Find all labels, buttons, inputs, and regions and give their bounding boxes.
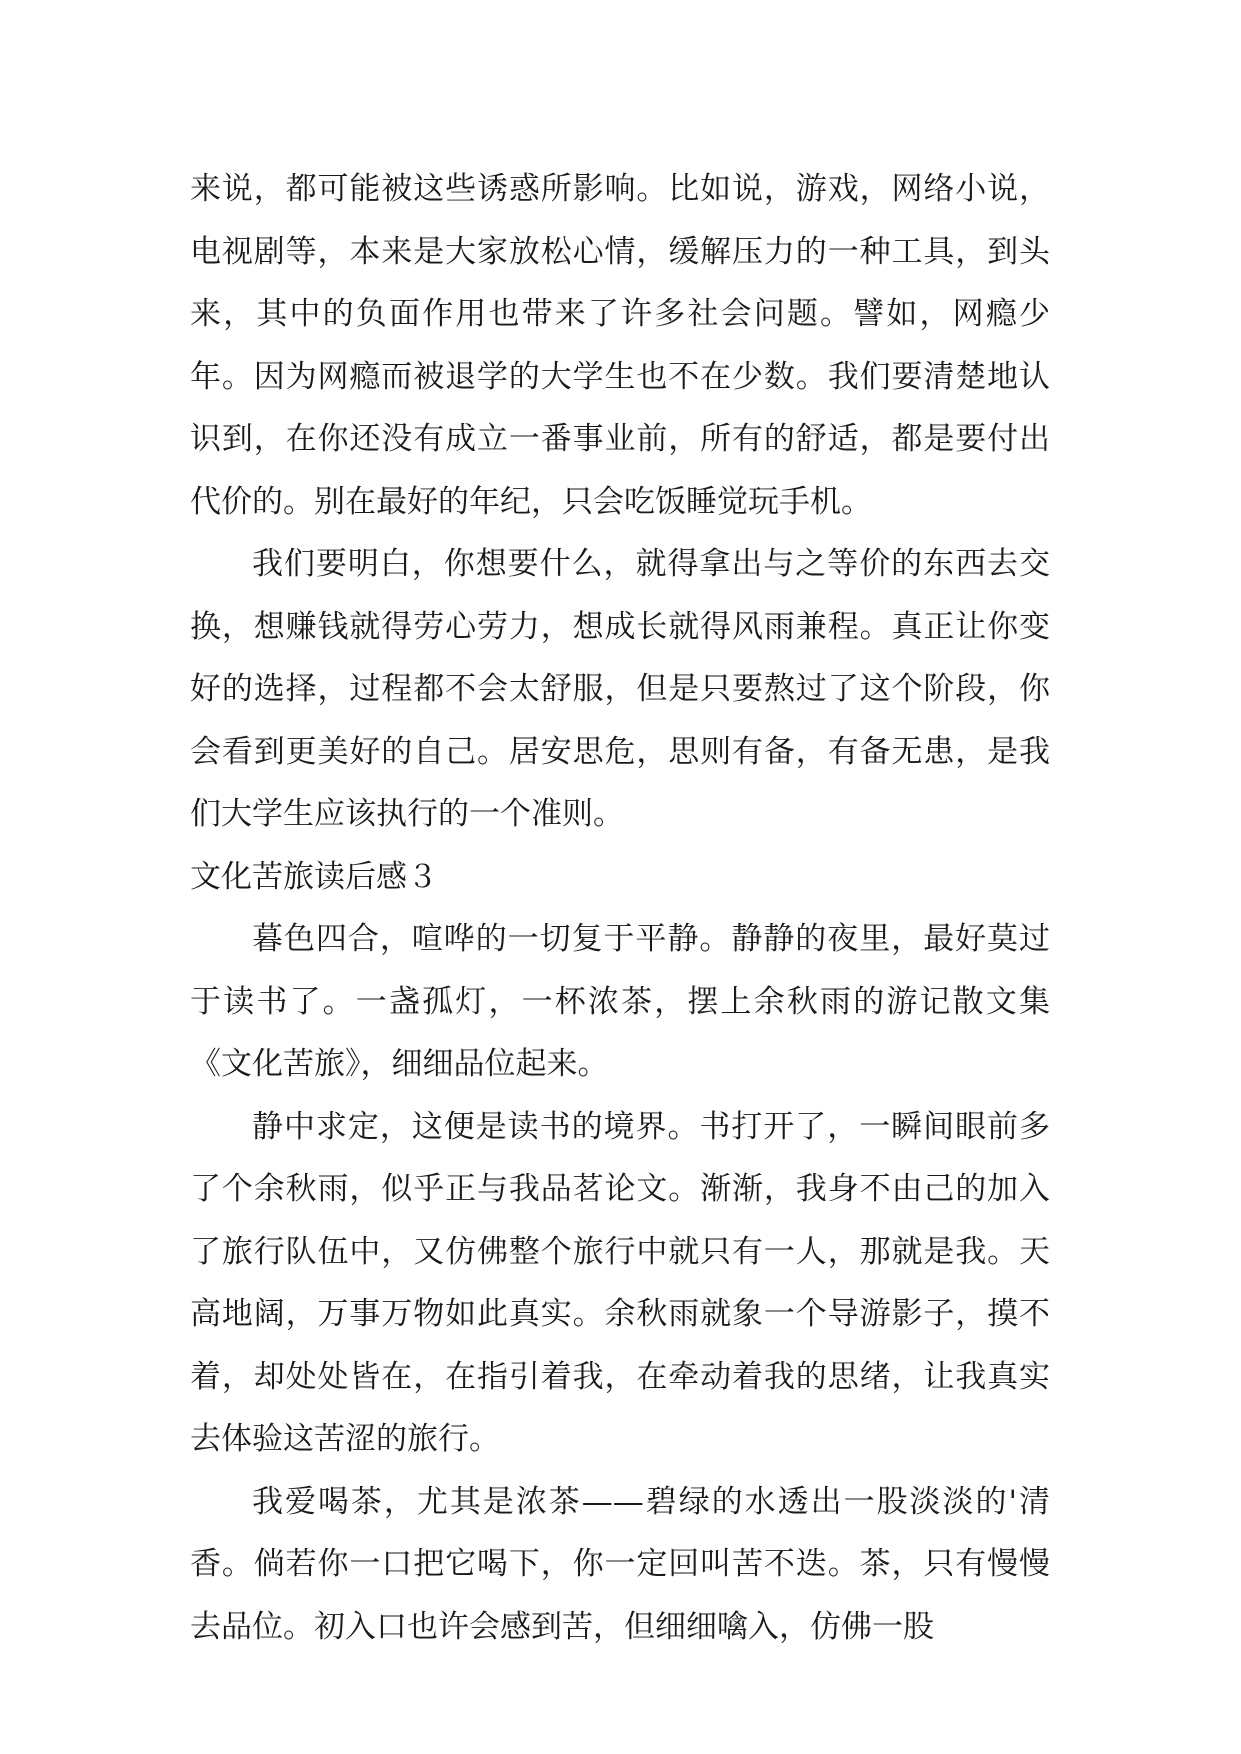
paragraph-4: 静中求定，这便是读书的境界。书打开了，一瞬间眼前多了个余秋雨，似乎正与我品茗论文。渐渐，我身不由己的加入了旅行队伍中，又仿佛整个旅行中就只有一人，那就是我。天高地阔，万事万物如此真实。余秋雨就象一个导游影子，摸不着，却处处皆在，在指引着我，在牵动着我的思绪，让我真实去体验这苦涩的旅行。 bbox=[190, 1108, 1050, 1457]
paragraph-2: 我们要明白，你想要什么，就得拿出与之等价的东西去交换，想赚钱就得劳心劳力，想成长就得风雨兼程。真正让你变好的选择，过程都不会太舒服，但是只要熬过了这个阶段，你会看到更美好的自己。居安思危，思则有备，有备无患，是我们大学生应该执行的一个准则。 bbox=[190, 546, 1050, 832]
paragraph-3: 暮色四合，喧哗的一切复于平静。静静的夜里，最好莫过于读书了。一盏孤灯，一杯浓茶，摆上余秋雨的游记散文集《文化苦旅》，细细品位起来。 bbox=[190, 921, 1050, 1082]
paragraph-5: 我爱喝茶，尤其是浓茶——碧绿的水透出一股淡淡的'清香。倘若你一口把它喝下，你一定回叫苦不迭。茶，只有慢慢去品位。初入口也许会感到苦，但细细噙入，仿佛一股 bbox=[190, 1483, 1050, 1645]
section-title: 文化苦旅读后感３ bbox=[190, 858, 438, 895]
document-body bbox=[190, 158, 1050, 1658]
paragraph-1: 来说，都可能被这些诱惑所影响。比如说，游戏，网络小说，电视剧等，本来是大家放松心情，缓解压力的一种工具，到头来，其中的负面作用也带来了许多社会问题。譬如，网瘾少年。因为网瘾而被退学的大学生也不在少数。我们要清楚地认识到，在你还没有成立一番事业前，所有的舒适，都是要付出代价的。别在最好的年纪，只会吃饭睡觉玩手机。 bbox=[190, 171, 1050, 520]
